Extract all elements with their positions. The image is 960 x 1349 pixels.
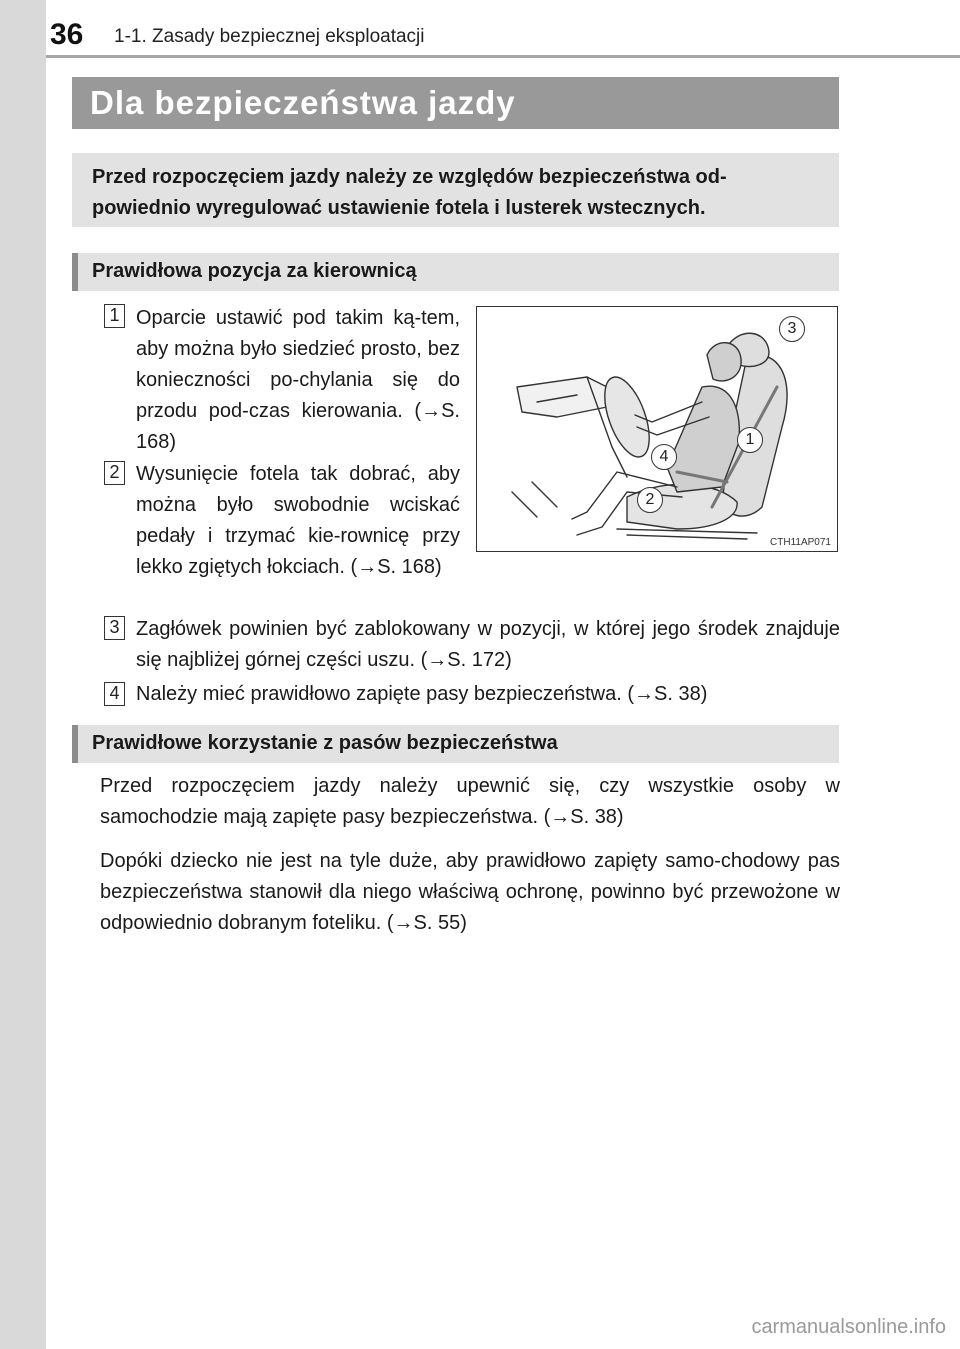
- title-bar: [72, 77, 839, 129]
- item-number-2: 2: [104, 461, 125, 485]
- section-accent: [72, 725, 78, 763]
- section-title: Prawidłowe korzystanie z pasów bezpieczeństwa: [92, 732, 558, 754]
- left-margin-strip: [0, 0, 46, 1349]
- item-text-1: Oparcie ustawić pod takim ką-tem, aby można było siedzieć prosto, bez konieczności po-chylania się do przodu pod-czas kierowania. (→S. 168): [136, 307, 460, 453]
- item-text-4: Należy mieć prawidłowo zapięte pasy bezpieczeństwa. (→S. 38): [136, 683, 708, 705]
- section-heading-driving-position: [72, 253, 839, 291]
- section-accent: [72, 253, 78, 291]
- section-title: Prawidłowa pozycja za kierownicą: [92, 260, 417, 282]
- page-number: 36: [50, 18, 84, 51]
- item-text-3: Zagłówek powinien być zablokowany w pozycji, w której jego środek znajduje się najbliżej górnej części uszu. (→S. 172): [136, 618, 840, 671]
- driver-position-figure: [476, 306, 838, 552]
- intro-text: Przed rozpoczęciem jazdy należy ze względów bezpieczeństwa od-powiednio wyregulować ustawienie fotela i lusterek wstecznych.: [92, 166, 727, 219]
- section-heading-seat-belts: [72, 725, 839, 763]
- paragraph-seat-belts: Przed rozpoczęciem jazdy należy upewnić się, czy wszystkie osoby w samochodzie mają zapięte pasy bezpieczeństwa. (→S. 38): [100, 775, 840, 828]
- page-title: Dla bezpieczeństwa jazdy: [90, 84, 516, 121]
- header-divider: [46, 55, 960, 58]
- item-text-2: Wysunięcie fotela tak dobrać, aby można było swobodnie wciskać pedały i trzymać kie-rownicę przy lekko zgiętych łokciach. (→S. 168): [136, 463, 460, 578]
- figure-callout-4: 4: [651, 444, 677, 470]
- watermark: carmanualsonline.info: [751, 1316, 946, 1338]
- item-number-1: 1: [104, 304, 125, 328]
- item-number-3: 3: [104, 616, 125, 640]
- figure-callout-3: 3: [779, 316, 805, 342]
- driver-seat-illustration: [477, 307, 836, 550]
- figure-code: CTH11AP071: [770, 537, 831, 548]
- figure-callout-1: 1: [737, 427, 763, 453]
- intro-box: [72, 153, 839, 227]
- paragraph-child-seat: Dopóki dziecko nie jest na tyle duże, aby prawidłowo zapięty samo-chodowy pas bezpieczeństwa stanowił dla niego właściwą ochronę, powinno być przewożone w odpowiednio dobranym foteliku. (→S. 55): [100, 850, 840, 934]
- chapter-title: 1-1. Zasady bezpiecznej eksploatacji: [114, 26, 425, 47]
- figure-callout-2: 2: [637, 487, 663, 513]
- item-number-4: 4: [104, 682, 125, 706]
